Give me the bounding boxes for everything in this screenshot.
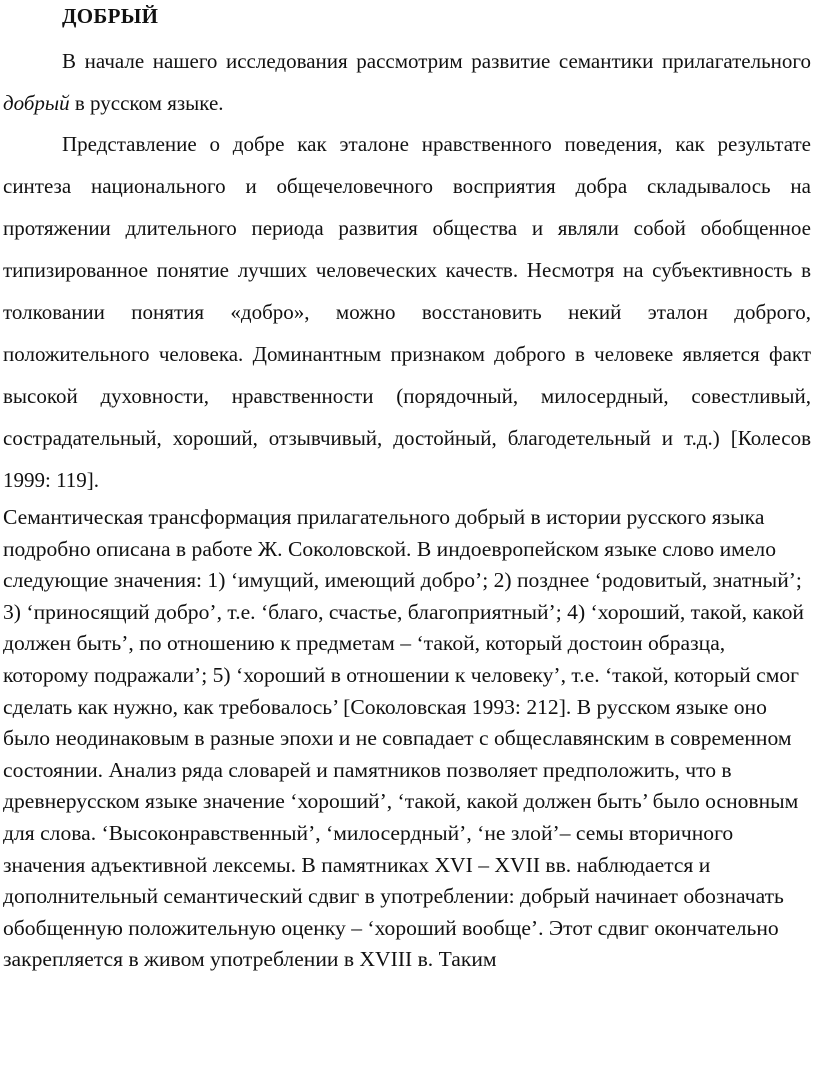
paragraph-definition: Представление о добре как эталоне нравственного поведения, как результате синтеза национального и общечеловечного восприятия добра складывалось на протяжении длительного периода развития общества и являли собой обобщенное типизированное понятие лучших человеческих качеств. Несмотря на субъективность в толковании понятия «добро», можно восстановить некий эталон доброго, положительного человека. Доминантным признаком доброго в человеке является факт высокой духовности, нравственности (порядочный, милосердный, совестливый, сострадательный, хороший, отзывчивый, достойный, благодетельный и т.д.) [Колесов 1999: 119]. xyxy=(3,132,811,492)
paragraph-intro xyxy=(3,40,811,124)
paragraph-intro-start: В начале нашего исследования рассмотрим развитие семантики прилагательного xyxy=(62,49,811,73)
document-title: ДОБРЫЙ xyxy=(62,4,159,28)
paragraph-semantics: Семантическая трансформация прилагательного добрый в истории русского языка подробно описана в работе Ж. Соколовской. В индоевропейском языке слово имело следующие значения: 1) ‘имущий, имеющий добро’; 2) позднее ‘родовитый, знатный’; 3) ‘приносящий добро’, т.е. ‘благо, счастье, благоприятный’; 4) ‘хороший, такой, какой должен быть’, по отношению к предметам – ‘такой, который достоин образца, которому подражали’; 5) ‘хороший в отношении к человеку’, т.е. ‘такой, который смог сделать как нужно, как требовалось’ [Соколовская 1993: 212]. В русском языке оно было неодинаковым в разные эпохи и не совпадает с общеславянским в современном состоянии. Анализ ряда словарей и памятников позволяет предположить, что в древнерусском языке значение ‘хороший’, ‘такой, какой должен быть’ было основным для слова. ‘Высоконравственный’, ‘милосердный’, ‘не злой’– семы вторичного значения адъективной лексемы. В памятниках XVI – XVII вв. наблюдается и дополнительный семантический сдвиг в употреблении: добрый начинает обозначать обобщенную положительную оценку – ‘хороший вообще’. Этот сдвиг окончательно закрепляется в живом употреблении в XVIII в. Таким xyxy=(3,505,804,972)
italic-term: добрый xyxy=(3,91,70,115)
paragraph-intro-end: в русском языке. xyxy=(69,91,224,115)
